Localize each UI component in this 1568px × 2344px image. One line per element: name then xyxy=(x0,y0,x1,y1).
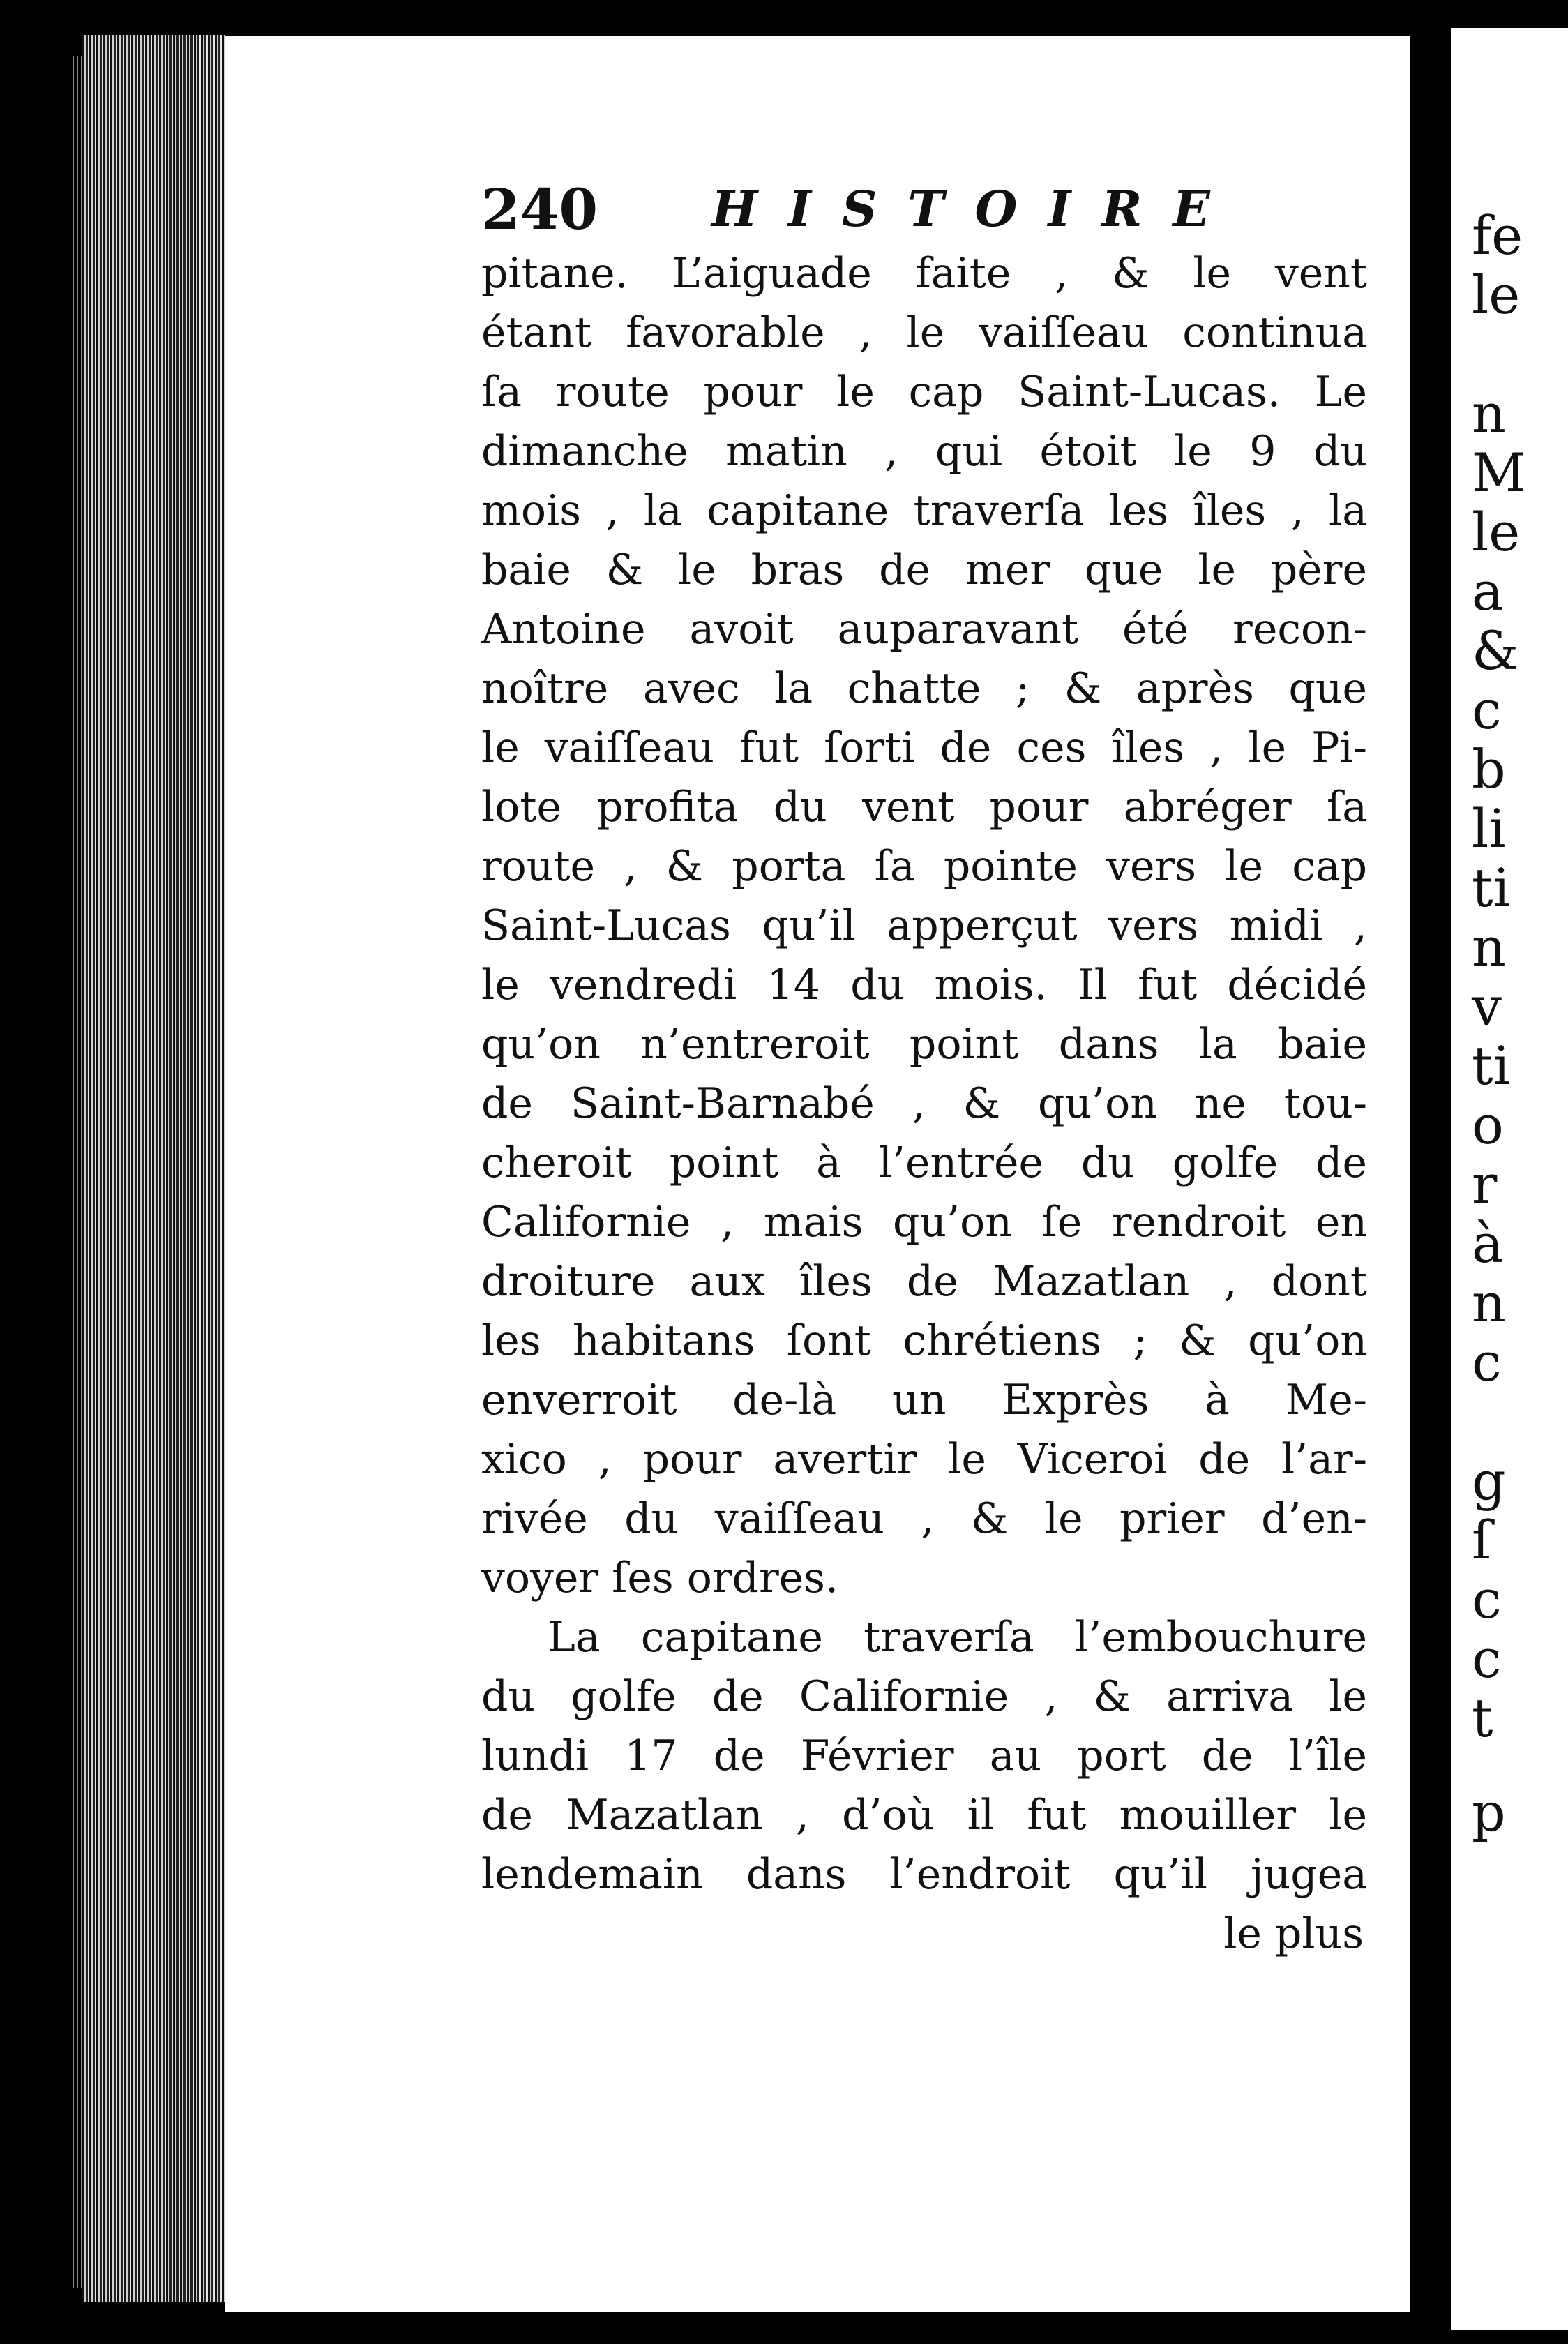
facing-fragment: c xyxy=(1472,1628,1502,1690)
facing-fragment: le xyxy=(1472,501,1521,563)
text-line: étant favorable , le vaiſſeau continua xyxy=(481,308,1367,357)
facing-fragment: ti xyxy=(1472,857,1510,919)
facing-fragment: c xyxy=(1472,1568,1502,1630)
running-head xyxy=(481,174,1388,244)
binding-gutter xyxy=(1410,28,1451,2323)
text-line: enverroit de-là un Exprès à Me- xyxy=(481,1376,1367,1425)
facing-fragment: ti xyxy=(1472,1035,1510,1097)
text-line: le vaiſſeau fut ſorti de ces îles , le Pi- xyxy=(481,723,1367,772)
text-line: Californie , mais qu’on ſe rendroit en xyxy=(481,1198,1367,1247)
text-line: voyer ſes ordres. xyxy=(481,1554,839,1602)
text-line: du golfe de Californie , & arriva le xyxy=(481,1672,1367,1721)
facing-fragment: ſ xyxy=(1472,1509,1492,1571)
text-line: Antoine avoit auparavant été recon- xyxy=(481,605,1367,654)
facing-fragment: b xyxy=(1472,738,1506,800)
text-line: pitane. L’aiguade faite , & le vent xyxy=(481,249,1367,298)
text-line: dimanche matin , qui étoit le 9 du xyxy=(481,427,1367,476)
text-line: cheroit point à l’entrée du golfe de xyxy=(481,1139,1367,1187)
facing-fragment: li xyxy=(1472,797,1506,859)
text-line: qu’on n’entreroit point dans la baie xyxy=(481,1020,1367,1069)
text-line: noître avec la chatte ; & après que xyxy=(481,664,1367,713)
facing-fragment: g xyxy=(1472,1450,1506,1512)
text-line: lote profita du vent pour abréger ſa xyxy=(481,783,1367,832)
text-line: lendemain dans l’endroit qu’il jugea xyxy=(481,1850,1367,1899)
facing-fragment: t xyxy=(1472,1687,1493,1749)
text-line: le vendredi 14 du mois. Il fut décidé xyxy=(481,961,1367,1009)
text-line: La capitane traverſa l’embouchure xyxy=(548,1613,1367,1662)
facing-fragment: à xyxy=(1472,1212,1504,1275)
text-line: xico , pour avertir le Viceroi de l’ar- xyxy=(481,1435,1367,1484)
text-line: de Mazatlan , d’où il fut mouiller le xyxy=(481,1791,1367,1840)
text-line: de Saint-Barnabé , & qu’on ne tou- xyxy=(481,1079,1367,1128)
facing-fragment: c xyxy=(1472,679,1502,741)
page-edges-stack xyxy=(82,35,225,2302)
text-line: droiture aux îles de Mazatlan , dont xyxy=(481,1257,1367,1306)
body-text xyxy=(481,244,1367,1964)
facing-fragment: & xyxy=(1472,619,1519,682)
facing-fragment: fe xyxy=(1472,204,1523,266)
facing-fragment: n xyxy=(1472,382,1506,444)
facing-fragment: o xyxy=(1472,1094,1504,1156)
facing-fragment: n xyxy=(1472,916,1506,978)
text-line: baie & le bras de mer que le père xyxy=(481,546,1367,594)
text-line: les habitans ſont chrétiens ; & qu’on xyxy=(481,1316,1367,1365)
facing-fragment: n xyxy=(1472,1272,1506,1334)
catchword: le plus xyxy=(1223,1909,1364,1958)
facing-fragment: c xyxy=(1472,1331,1502,1393)
facing-fragment: le xyxy=(1472,264,1521,326)
running-title: HISTOIRE xyxy=(711,180,1241,238)
facing-fragment: r xyxy=(1472,1153,1498,1215)
facing-fragment: a xyxy=(1472,560,1504,622)
text-line: Saint-Lucas qu’il apperçut vers midi , xyxy=(481,901,1367,950)
facing-fragment: v xyxy=(1472,975,1502,1037)
text-line: mois , la capitane traverſa les îles , la xyxy=(481,486,1367,535)
text-line: lundi 17 de Février au port de l’île xyxy=(481,1731,1367,1780)
text-line: rivée du vaiſſeau , & le prier d’en- xyxy=(481,1494,1367,1543)
page-edges-outer xyxy=(70,56,84,2288)
facing-page xyxy=(1451,28,1568,2330)
text-line: ſa route pour le cap Saint-Lucas. Le xyxy=(481,368,1367,416)
text-line: route , & porta ſa pointe vers le cap xyxy=(481,842,1367,891)
page-number: 240 xyxy=(481,176,598,242)
facing-fragment: M xyxy=(1472,442,1526,504)
facing-fragment: p xyxy=(1472,1781,1506,1843)
